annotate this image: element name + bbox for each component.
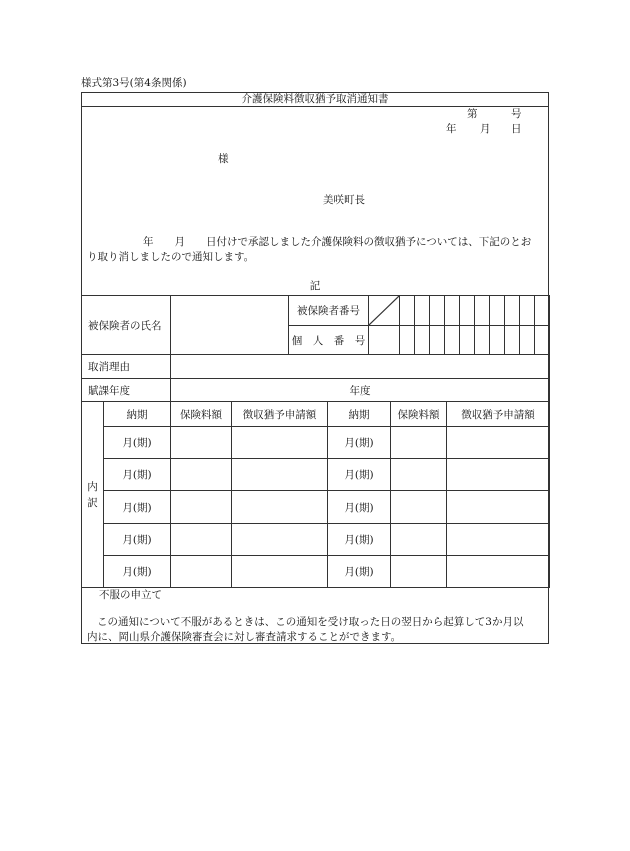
right-premium-cell[interactable] xyxy=(391,524,447,556)
form-title: 介護保険料徴収猶予取消通知書 xyxy=(241,93,389,105)
personal-number-digit[interactable] xyxy=(460,326,475,355)
date-month-label: 月 xyxy=(480,123,491,135)
right-deferral-cell[interactable] xyxy=(447,459,550,491)
breakdown-table xyxy=(81,401,550,588)
personal-number-label: 個 人 番 号 xyxy=(289,326,369,355)
ki-label: 記 xyxy=(309,280,321,292)
insured-number-slash-cell xyxy=(369,296,400,326)
left-term-cell: 月(期) xyxy=(104,459,171,491)
right-term-cell: 月(期) xyxy=(328,556,391,588)
left-premium-cell[interactable] xyxy=(171,427,232,459)
reason-year-table xyxy=(81,354,550,402)
personal-number-digit[interactable] xyxy=(475,326,490,355)
header-left-premium: 保険料額 xyxy=(171,402,232,427)
left-term-cell: 月(期) xyxy=(104,427,171,459)
right-deferral-cell[interactable] xyxy=(447,556,550,588)
appeal-heading: 不服の申立て xyxy=(99,589,162,601)
insured-number-label: 被保険者番号 xyxy=(289,296,369,326)
issuer-name: 美咲町長 xyxy=(323,194,365,206)
left-deferral-cell[interactable] xyxy=(232,427,328,459)
right-term-cell: 月(期) xyxy=(328,524,391,556)
breakdown-side-label-1: 内 xyxy=(87,480,98,493)
right-premium-cell[interactable] xyxy=(391,556,447,588)
insured-name-field[interactable] xyxy=(171,296,289,355)
personal-number-digit[interactable] xyxy=(520,326,535,355)
header-right-deferral: 徴収猶予申請額 xyxy=(447,402,550,427)
date-year-label: 年 xyxy=(446,123,457,135)
cancel-reason-label: 取消理由 xyxy=(82,355,171,379)
header-right-premium: 保険料額 xyxy=(391,402,447,427)
left-premium-cell[interactable] xyxy=(171,524,232,556)
left-deferral-cell[interactable] xyxy=(232,491,328,524)
personal-number-digit[interactable] xyxy=(369,326,400,355)
right-premium-cell[interactable] xyxy=(391,459,447,491)
header-left-term: 納期 xyxy=(104,402,171,427)
insured-name-label: 被保険者の氏名 xyxy=(82,296,171,355)
right-deferral-cell[interactable] xyxy=(447,427,550,459)
left-term-cell: 月(期) xyxy=(104,524,171,556)
cancel-reason-field[interactable] xyxy=(171,355,550,379)
appeal-line-1: この通知について不服があるときは、この通知を受け取った日の翌日から起算して3か月以 xyxy=(97,616,524,628)
insured-number-digit[interactable] xyxy=(535,296,550,326)
title-divider xyxy=(81,106,549,107)
left-premium-cell[interactable] xyxy=(171,491,232,524)
body-line-2: り取り消しましたので通知します。 xyxy=(87,251,255,263)
header-right-term: 納期 xyxy=(328,402,391,427)
insured-number-digit[interactable] xyxy=(520,296,535,326)
form-label: 様式第3号(第4条関係) xyxy=(81,77,187,89)
fiscal-year-field[interactable]: 年度 xyxy=(171,379,550,402)
right-term-cell: 月(期) xyxy=(328,491,391,524)
insured-info-table xyxy=(81,295,550,355)
body-line-1: 年 月 日付けで承認しました介護保険料の徴収猶予については、下記のとお xyxy=(143,236,532,248)
left-premium-cell[interactable] xyxy=(171,556,232,588)
personal-number-digit[interactable] xyxy=(505,326,520,355)
left-deferral-cell[interactable] xyxy=(232,556,328,588)
insured-number-digit[interactable] xyxy=(445,296,460,326)
fiscal-year-label: 賦課年度 xyxy=(82,379,171,402)
appeal-line-2: 内に、岡山県介護保険審査会に対し審査請求することができます。 xyxy=(87,631,402,643)
breakdown-side-label xyxy=(82,402,104,588)
insured-number-digit[interactable] xyxy=(460,296,475,326)
right-term-cell: 月(期) xyxy=(328,459,391,491)
number-dai-label: 第 xyxy=(467,108,478,120)
header-left-deferral: 徴収猶予申請額 xyxy=(232,402,328,427)
insured-number-digit[interactable] xyxy=(475,296,490,326)
personal-number-digit[interactable] xyxy=(490,326,505,355)
addressee-sama: 様 xyxy=(218,153,229,165)
date-day-label: 日 xyxy=(511,123,522,135)
insured-number-digit[interactable] xyxy=(400,296,415,326)
left-deferral-cell[interactable] xyxy=(232,459,328,491)
left-term-cell: 月(期) xyxy=(104,556,171,588)
personal-number-digit[interactable] xyxy=(430,326,445,355)
personal-number-digit[interactable] xyxy=(445,326,460,355)
right-term-cell: 月(期) xyxy=(328,427,391,459)
right-deferral-cell[interactable] xyxy=(447,524,550,556)
insured-number-digit[interactable] xyxy=(490,296,505,326)
personal-number-digit[interactable] xyxy=(415,326,430,355)
insured-number-digit[interactable] xyxy=(430,296,445,326)
insured-number-digit[interactable] xyxy=(505,296,520,326)
personal-number-digit[interactable] xyxy=(400,326,415,355)
left-deferral-cell[interactable] xyxy=(232,524,328,556)
right-deferral-cell[interactable] xyxy=(447,491,550,524)
right-premium-cell[interactable] xyxy=(391,491,447,524)
left-term-cell: 月(期) xyxy=(104,491,171,524)
number-go-label: 号 xyxy=(511,108,522,120)
left-premium-cell[interactable] xyxy=(171,459,232,491)
breakdown-side-label-2: 訳 xyxy=(87,496,98,509)
right-premium-cell[interactable] xyxy=(391,427,447,459)
insured-number-digit[interactable] xyxy=(415,296,430,326)
personal-number-digit[interactable] xyxy=(535,326,550,355)
